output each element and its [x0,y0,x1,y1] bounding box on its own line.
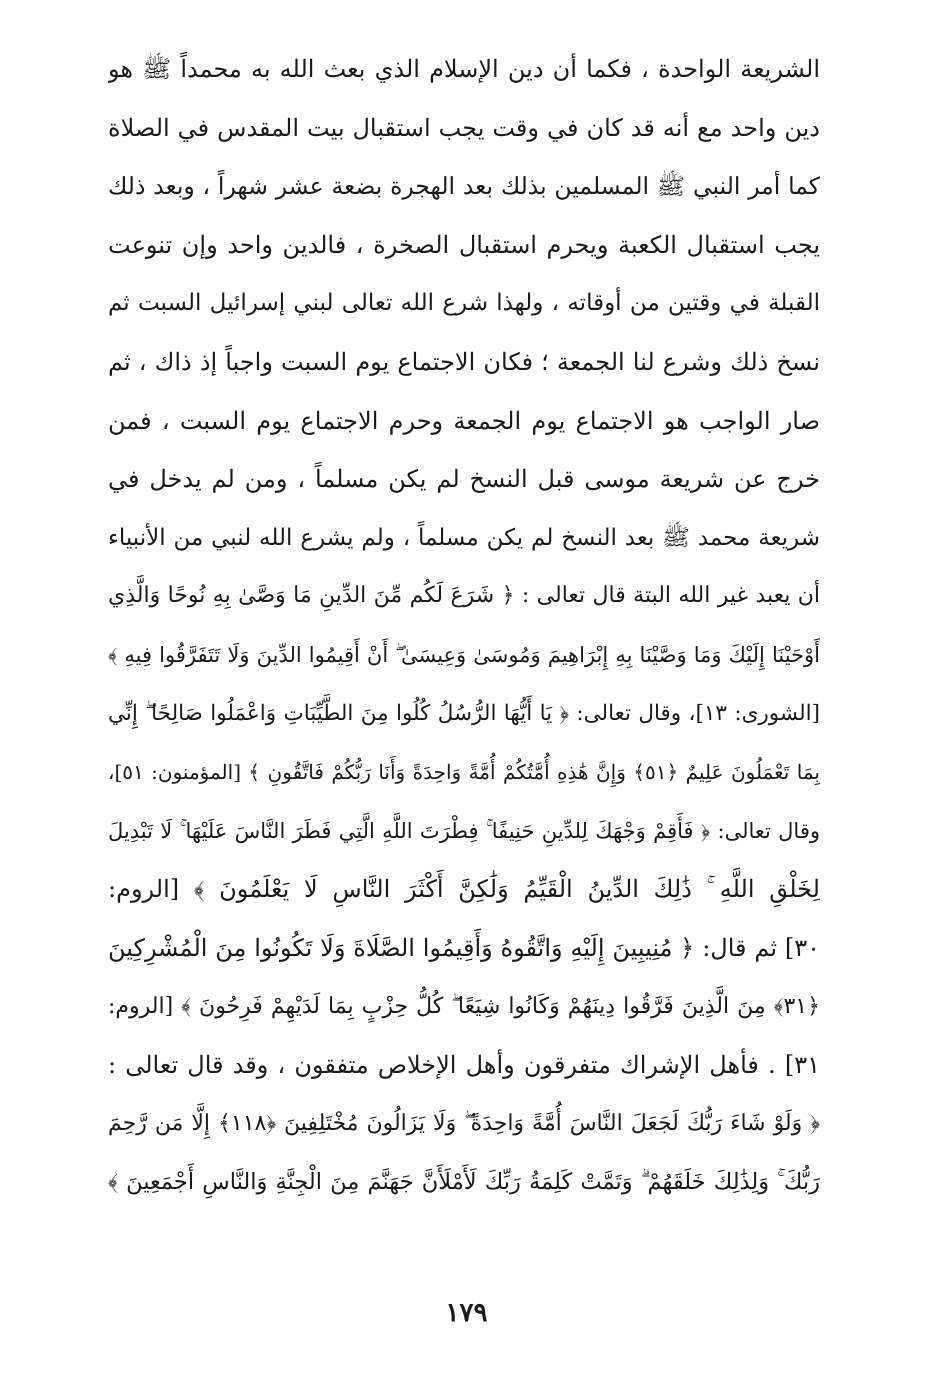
body-text [108,40,820,1212]
page-number: ١٧٩ [445,1298,488,1328]
text-line-5: القبلة في وقتين من أوقاته ، ولهذا شرع الله تعالى لبني إسرائيل السبت ثم [108,290,820,317]
text-line-10: أن يعبد غير الله البتة قال تعالى : ﴿ شَرَعَ لَكُم مِّنَ الدِّينِ مَا وَصَّىٰ بِهِ نُوحًا وَالَّذِي [108,583,820,609]
text-line-7: صار الواجب هو الاجتماع يوم الجمعة وحرم الاجتماع يوم السبت ، فمن [108,406,820,435]
text-line-14: وقال تعالى: ﴿ فَأَقِمْ وَجْهَكَ لِلدِّينِ حَنِيفًا ۚ فِطْرَتَ اللَّهِ الَّتِي فَطَرَ النَّاسَ عَلَيْهَا ۚ لَا تَبْدِيلَ [108,818,820,843]
text-line-12: [الشورى: ١٣]، وقال تعالى: ﴿ يَا أَيُّهَا الرُّسُلُ كُلُوا مِنَ الطَّيِّبَاتِ وَاعْمَلُوا صَالِحًا ۖ إِنِّي [108,700,820,726]
text-line-18: ٣١] . فأهل الإشراك متفرقون وأهل الإخلاص متفقون ، وقد قال تعالى : [108,1051,820,1080]
text-line-2: دين واحد مع أنه قد كان في وقت يجب استقبال بيت المقدس في الصلاة [108,113,820,142]
text-line-19: ﴿ وَلَوْ شَاءَ رَبُّكَ لَجَعَلَ النَّاسَ أُمَّةً وَاحِدَةً ۖ وَلَا يَزَالُونَ مُخْتَلِفِينَ ﴿١١٨﴾ إِلَّا مَن رَّحِمَ [108,1110,820,1136]
text-line-11: أَوْحَيْنَا إِلَيْكَ وَمَا وَصَّيْنَا بِهِ إِبْرَاهِيمَ وَمُوسَىٰ وَعِيسَىٰ ۖ أَنْ أَقِيمُوا الدِّينَ وَلَا تَتَفَرَّقُوا فِيهِ ﴾ [108,642,820,667]
text-line-20: رَبُّكَ ۚ وَلِذَٰلِكَ خَلَقَهُمْ ۗ وَتَمَّتْ كَلِمَةُ رَبِّكَ لَأَمْلَأَنَّ جَهَنَّمَ مِنَ الْجِنَّةِ وَالنَّاسِ أَجْمَعِينَ ﴾ [108,1169,820,1196]
text-line-3: كما أمر النبي ﷺ المسلمين بذلك بعد الهجرة بضعة عشر شهراً ، وبعد ذلك [108,172,820,201]
text-line-4: يجب استقبال الكعبة ويحرم استقبال الصخرة ، فالدين واحد وإن تنوعت [108,230,820,259]
text-line-13: بِمَا تَعْمَلُونَ عَلِيمٌ ﴿٥١﴾ وَإِنَّ هَٰذِهِ أُمَّتُكُمْ أُمَّةً وَاحِدَةً وَأَنَا رَبُّكُمْ فَاتَّقُونِ ﴾ [المؤمنون: ٥١]، [108,760,820,785]
text-line-17: ﴿٣١﴾ مِنَ الَّذِينَ فَرَّقُوا دِينَهُمْ وَكَانُوا شِيَعًا ۖ كُلُّ حِزْبٍ بِمَا لَدَيْهِمْ فَرِحُونَ ﴾ [الروم: [108,993,820,1019]
text-line-8: خرج عن شريعة موسى قبل النسخ لم يكن مسلماً ، ومن لم يدخل في [108,465,820,494]
text-line-6: نسخ ذلك وشرع لنا الجمعة ؛ فكان الاجتماع يوم السبت واجباً إذ ذاك ، ثم [108,347,820,376]
text-line-1: الشريعة الواحدة ، فكما أن دين الإسلام الذي بعث الله به محمداً ﷺ هو [108,55,820,83]
text-line-9: شريعة محمد ﷺ بعد النسخ لم يكن مسلماً ، ولم يشرع الله لنبي من الأنبياء [108,524,820,551]
text-line-15: لِخَلْقِ اللَّهِ ۚ ذَٰلِكَ الدِّينُ الْقَيِّمُ وَلَٰكِنَّ أَكْثَرَ النَّاسِ لَا يَعْلَمُونَ ﴾ [الروم: [108,875,820,904]
text-line-16: ٣٠] ثم قال: ﴿ مُنِيبِينَ إِلَيْهِ وَاتَّقُوهُ وَأَقِيمُوا الصَّلَاةَ وَلَا تَكُونُوا مِنَ الْمُشْرِكِينَ [108,933,820,962]
